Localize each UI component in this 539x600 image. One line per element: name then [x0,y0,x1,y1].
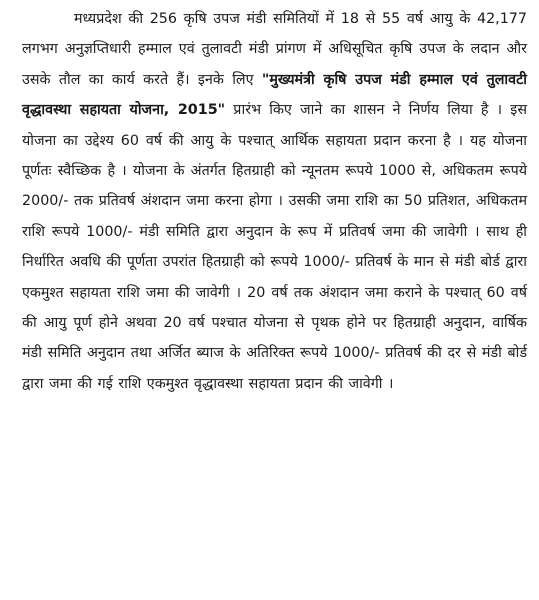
scheme-name: "मुख्यमंत्री कृषि उपज मंडी हम्माल एवं तुलावटी वृद्धावस्था सहायता योजना, 2015" [22,71,527,119]
paragraph-intro-text: मध्यप्रदेश की 256 कृषि उपज मंडी समितियों में 18 से 55 वर्ष आयु के 42,177 लगभग अनुज्ञप्तिधारी हम्माल एवं तुलावटी मंडी प्रांगण में अधिसूचित कृषि उपज के लदान और उसके तौल का कार्य करते हैं। इनके लिए [22,11,527,88]
scheme-paragraph [22,4,527,399]
paragraph-body-text: प्रारंभ किए जाने का शासन ने निर्णय लिया है । इस योजना का उद्देश्य 60 वर्ष की आयु के पश्चात् आर्थिक सहायता प्रदान करना है । यह योजना पूर्णतः स्वैच्छिक है । योजना के अंतर्गत हितग्राही को न्यूनतम रूपये 1000 से, अधिकतम रूपये 2000/- तक प्रतिवर्ष अंशदान जमा करना होगा । उसकी जमा राशि का 50 प्रतिशत, अधिकतम राशि रूपये 1000/- मंडी समिति द्वारा अनुदान के रूप में प्रतिवर्ष जमा की जावेगी । साथ ही निर्धारित अवधि की पूर्णता उपरांत हितग्राही को रूपये 1000/- प्रतिवर्ष के मान से मंडी बोर्ड द्वारा एकमुश्त सहायता राशि जमा की जावेगी । 20 वर्ष तक अंशदान जमा कराने के पश्चात् 60 वर्ष की आयु पूर्ण होने अथवा 20 वर्ष पश्चात योजना से पृथक होने पर हितग्राही अनुदान, वार्षिक मंडी समिति अनुदान तथा अर्जित ब्याज के अतिरिक्त रूपये 1000/- प्रतिवर्ष की दर से मंडी बोर्ड द्वारा जमा की गई राशि एकमुश्त वृद्धावस्था सहायता प्रदान की जावेगी । [22,102,527,392]
